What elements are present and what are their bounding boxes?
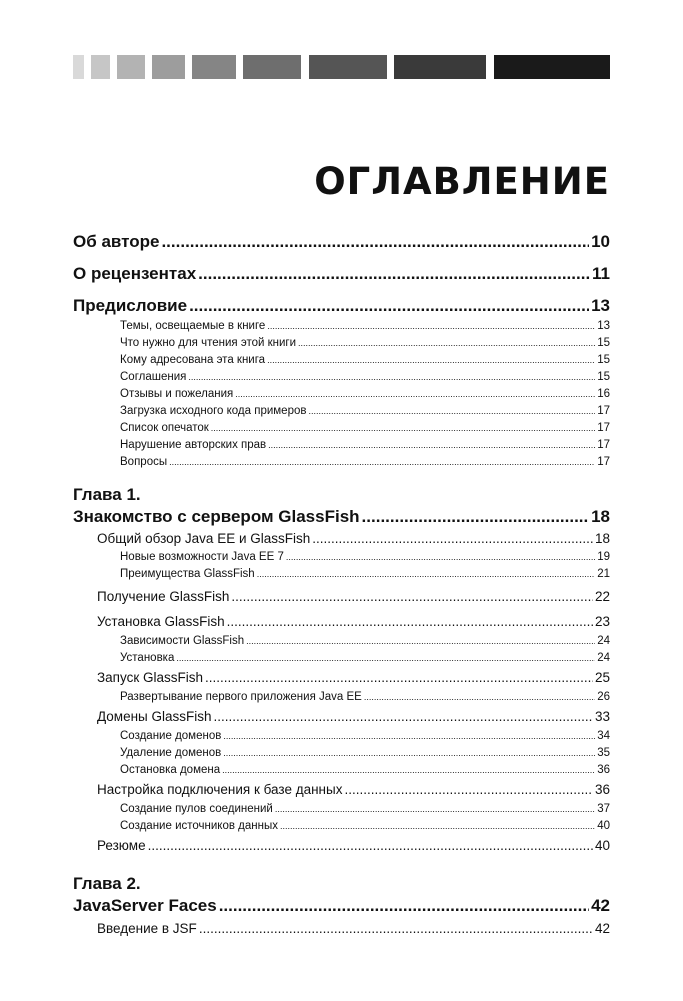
toc-entry[interactable] xyxy=(73,918,610,940)
toc-entry-page: 22 xyxy=(594,589,610,604)
toc-entry-title: Остановка домена xyxy=(120,764,221,776)
toc-entry-page: 25 xyxy=(594,670,610,685)
toc-entry[interactable] xyxy=(73,318,610,335)
toc-entry-page: 23 xyxy=(594,614,610,629)
toc-entry-page: 17 xyxy=(597,456,610,468)
toc-leader xyxy=(257,566,595,583)
toc-entry-page: 37 xyxy=(597,803,610,815)
toc-entry[interactable] xyxy=(73,633,610,650)
header-decor-block xyxy=(73,55,84,79)
header-decor-block xyxy=(91,55,110,79)
toc-leader xyxy=(176,650,595,667)
toc-leader xyxy=(211,420,595,437)
toc-entry-title: Нарушение авторских прав xyxy=(120,439,267,451)
toc-leader xyxy=(275,801,595,818)
toc-entry[interactable] xyxy=(73,420,610,437)
toc-leader xyxy=(308,403,595,420)
toc-leader xyxy=(198,262,590,286)
toc-leader xyxy=(246,633,595,650)
toc-entry-title: Об авторе xyxy=(73,232,160,251)
toc-entry[interactable] xyxy=(73,262,610,286)
toc-leader xyxy=(188,369,595,386)
toc-entry[interactable] xyxy=(73,437,610,454)
toc-entry-title: Преимущества GlassFish xyxy=(120,568,255,580)
toc-entry-title: Что нужно для чтения этой книги xyxy=(120,337,297,349)
toc-entry-page: 42 xyxy=(594,921,610,936)
toc-entry-page: 13 xyxy=(597,320,610,332)
header-decor-block xyxy=(152,55,185,79)
toc-entry-page: 11 xyxy=(592,264,610,283)
toc-entry[interactable] xyxy=(73,689,610,706)
toc-leader xyxy=(219,894,589,918)
toc-entry-page: 24 xyxy=(597,635,610,647)
toc-entry[interactable] xyxy=(73,818,610,835)
toc-leader xyxy=(169,454,595,471)
toc-leader xyxy=(223,745,595,762)
page-title: ОГЛАВЛЕНИЕ xyxy=(314,160,610,203)
toc-entry[interactable] xyxy=(73,529,610,549)
toc-entry-page: 36 xyxy=(594,782,610,797)
toc-entry-page: 13 xyxy=(591,296,610,315)
toc-entry-page: 18 xyxy=(591,507,610,526)
toc-leader xyxy=(267,352,595,369)
toc-entry-page: 34 xyxy=(597,730,610,742)
toc-entry-page: 35 xyxy=(597,747,610,759)
toc-leader xyxy=(364,689,595,706)
toc-entry-title: Вопросы xyxy=(120,456,168,468)
chapter-label: Глава 2. xyxy=(73,874,141,893)
toc-entry-title: Домены GlassFish xyxy=(97,709,212,724)
header-decor-block xyxy=(192,55,236,79)
toc-entry-title: Запуск GlassFish xyxy=(97,670,203,685)
toc-entry-title: О рецензентах xyxy=(73,264,197,283)
toc-entry[interactable] xyxy=(73,294,610,318)
toc-entry-title: Знакомство с сервером GlassFish xyxy=(73,507,360,526)
toc-leader xyxy=(161,230,589,254)
toc-entry-title: Резюме xyxy=(97,838,146,853)
toc-leader xyxy=(205,667,593,689)
toc-entry-title: Создание пулов соединений xyxy=(120,803,273,815)
toc-entry[interactable] xyxy=(73,386,610,403)
toc-entry-title: Установка xyxy=(120,652,175,664)
toc-entry-title: Введение в JSF xyxy=(97,921,197,936)
toc-entry[interactable] xyxy=(73,335,610,352)
toc-entry[interactable] xyxy=(73,586,610,608)
toc-entry-page: 16 xyxy=(597,388,610,400)
toc-entry[interactable] xyxy=(73,454,610,471)
toc-entry-page: 19 xyxy=(597,551,610,563)
toc-entry-page: 26 xyxy=(597,691,610,703)
toc-entry-title: JavaServer Faces xyxy=(73,896,217,915)
toc-entry[interactable] xyxy=(73,835,610,857)
toc-leader xyxy=(268,437,595,454)
toc-entry[interactable] xyxy=(73,403,610,420)
toc-entry-page: 40 xyxy=(594,838,610,853)
toc-entry-title: Развертывание первого приложения Java EE xyxy=(120,691,362,703)
toc-entry-page: 10 xyxy=(591,232,610,251)
toc-entry-title: Получение GlassFish xyxy=(97,589,230,604)
toc-entry-title: Список опечаток xyxy=(120,422,209,434)
toc-entry[interactable] xyxy=(73,801,610,818)
toc-entry-title: Кому адресована эта книга xyxy=(120,354,266,366)
toc-entry[interactable] xyxy=(73,667,610,689)
toc-entry-title: Зависимости GlassFish xyxy=(120,635,245,647)
toc-entry[interactable] xyxy=(73,611,610,633)
toc-entry[interactable] xyxy=(73,745,610,762)
toc-entry-page: 17 xyxy=(597,439,610,451)
toc-entry-title: Предисловие xyxy=(73,296,188,315)
toc-entry-title: Удаление доменов xyxy=(120,747,222,759)
toc-entry[interactable] xyxy=(73,566,610,583)
toc-leader xyxy=(199,918,593,940)
header-decor-block xyxy=(494,55,610,79)
toc-leader xyxy=(148,835,593,857)
toc-leader xyxy=(298,335,595,352)
toc-entry-page: 21 xyxy=(597,568,610,580)
toc-leader xyxy=(214,706,593,728)
toc-entry[interactable] xyxy=(73,894,610,918)
toc-entry[interactable] xyxy=(73,762,610,779)
toc-entry-title: Соглашения xyxy=(120,371,187,383)
toc-entry-title: Общий обзор Java EE и GlassFish xyxy=(97,531,311,546)
toc-leader xyxy=(223,728,595,745)
toc-entry[interactable] xyxy=(73,706,610,728)
toc-entry-page: 42 xyxy=(591,896,610,915)
toc-entry[interactable] xyxy=(73,230,610,254)
toc-leader xyxy=(280,818,595,835)
table-of-contents xyxy=(73,230,610,940)
toc-entry-title: Настройка подключения к базе данных xyxy=(97,782,343,797)
toc-entry-page: 24 xyxy=(597,652,610,664)
toc-entry[interactable] xyxy=(73,369,610,386)
toc-entry-page: 33 xyxy=(594,709,610,724)
toc-leader xyxy=(312,529,593,549)
toc-leader xyxy=(189,294,589,318)
toc-entry-page: 15 xyxy=(597,354,610,366)
toc-entry-title: Новые возможности Java EE 7 xyxy=(120,551,284,563)
toc-leader xyxy=(286,549,595,566)
toc-entry[interactable] xyxy=(73,352,610,369)
header-decor-block xyxy=(394,55,486,79)
toc-entry-title: Создание доменов xyxy=(120,730,222,742)
toc-leader xyxy=(222,762,595,779)
toc-entry-title: Отзывы и пожелания xyxy=(120,388,234,400)
toc-entry[interactable] xyxy=(73,505,610,529)
toc-leader xyxy=(235,386,595,403)
toc-entry-page: 18 xyxy=(594,531,610,546)
toc-leader xyxy=(344,779,593,801)
toc-entry[interactable] xyxy=(73,779,610,801)
toc-leader xyxy=(267,318,595,335)
chapter-label: Глава 1. xyxy=(73,485,141,504)
toc-entry-title: Создание источников данных xyxy=(120,820,278,832)
toc-leader xyxy=(362,505,590,529)
toc-entry-page: 40 xyxy=(597,820,610,832)
header-decor-block xyxy=(243,55,301,79)
toc-entry-title: Темы, освещаемые в книге xyxy=(120,320,266,332)
header-decor-block xyxy=(309,55,387,79)
toc-entry-title: Установка GlassFish xyxy=(97,614,225,629)
header-decor-block xyxy=(117,55,145,79)
toc-entry-page: 15 xyxy=(597,337,610,349)
toc-entry-title: Загрузка исходного кода примеров xyxy=(120,405,307,417)
toc-entry-page: 17 xyxy=(597,405,610,417)
toc-entry-page: 36 xyxy=(597,764,610,776)
toc-entry-page: 15 xyxy=(597,371,610,383)
toc-leader xyxy=(231,586,593,608)
toc-entry[interactable] xyxy=(73,650,610,667)
toc-entry[interactable] xyxy=(73,549,610,566)
toc-entry-page: 17 xyxy=(597,422,610,434)
toc-entry[interactable] xyxy=(73,728,610,745)
toc-leader xyxy=(227,611,593,633)
